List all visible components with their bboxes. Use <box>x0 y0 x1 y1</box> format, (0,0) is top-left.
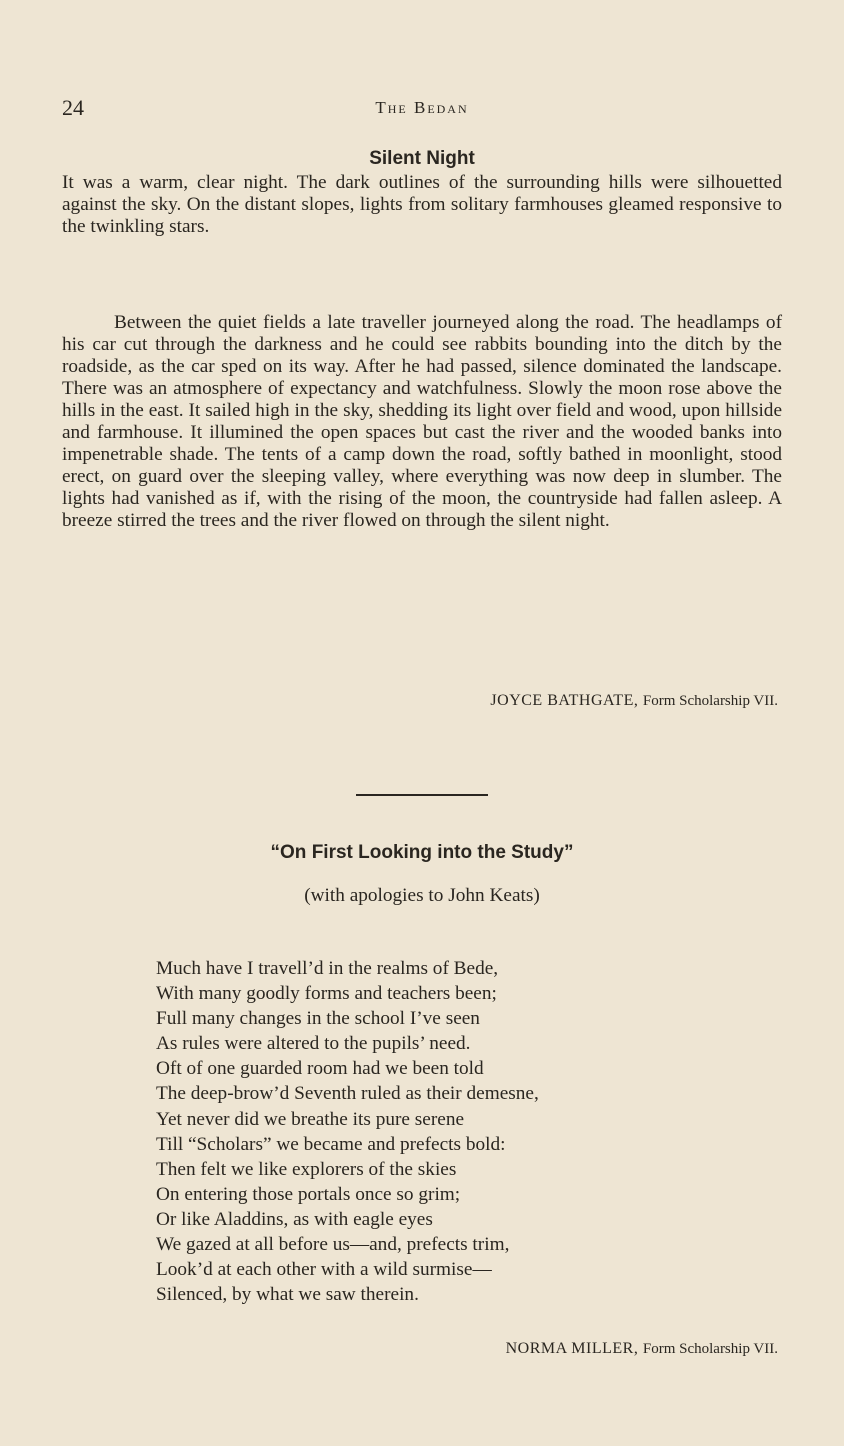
poem-line: Look’d at each other with a wild surmise— <box>156 1259 492 1281</box>
page-number: 24 <box>62 95 84 120</box>
poem-line: The deep-brow’d Seventh ruled as their demesne, <box>156 1083 539 1105</box>
poem-title: “On First Looking into the Study” <box>270 842 574 863</box>
essay-paragraph-2: Between the quiet fields a late traveller journeyed along the road. The headlamps of his car cut through the darkness and he could see rabbits bounding into the ditch by the roadside, as the car sped on its way. After he had passed, silence dominated the landscape. There was an atmosphere of expectancy and watchfulness. Slowly the moon rose above the hills in the east. It sailed high in the sky, shedding its light over field and wood, upon hillside and farmhouse. It illumined the open spaces but cast the river and the wooded banks into impenetrable shade. The tents of a camp down the road, softly bathed in moonlight, stood erect, on guard over the sleeping valley, where everything was now deep in slumber. The lights had vanished as if, with the rising of the moon, the countryside had fallen asleep. A breeze stirred the trees and the river flowed on through the silent night. <box>62 312 782 531</box>
essay-title: Silent Night <box>369 148 475 169</box>
essay-byline <box>490 692 778 710</box>
poem-line: Till “Scholars” we became and prefects bold: <box>156 1133 506 1155</box>
poem-author: NORMA MILLER, <box>505 1340 639 1357</box>
essay-author-form: Form Scholarship VII. <box>642 693 778 709</box>
poem-line: Or like Aladdins, as with eagle eyes <box>156 1208 433 1230</box>
poem-line: Then felt we like explorers of the skies <box>156 1158 457 1180</box>
poem-line: Oft of one guarded room had we been told <box>156 1058 484 1080</box>
running-title: The Bedan <box>375 98 469 117</box>
poem-line: As rules were altered to the pupils’ need. <box>156 1033 471 1055</box>
essay-author: JOYCE BATHGATE, <box>490 692 639 709</box>
poem-line: Yet never did we breathe its pure serene <box>156 1108 465 1130</box>
poem-line: On entering those portals once so grim; <box>156 1183 461 1205</box>
poem-body <box>156 956 539 1307</box>
poem-line: Silenced, by what we saw therein. <box>156 1284 419 1306</box>
section-divider <box>356 794 488 796</box>
poem-subtitle: (with apologies to John Keats) <box>304 885 540 906</box>
poem-line: Much have I travell’d in the realms of Bede, <box>156 958 499 979</box>
poem-line: Full many changes in the school I’ve seen <box>156 1008 480 1030</box>
poem-byline <box>506 1340 778 1358</box>
essay-paragraph-1: It was a warm, clear night. The dark outlines of the surrounding hills were silhouetted against the sky. On the distant slopes, lights from solitary farmhouses gleamed responsive to the twinkling stars. <box>62 172 782 237</box>
poem-author-form: Form Scholarship VII. <box>642 1341 778 1357</box>
poem-line: We gazed at all before us—and, prefects trim, <box>156 1234 510 1256</box>
poem-line: With many goodly forms and teachers been; <box>156 983 497 1005</box>
